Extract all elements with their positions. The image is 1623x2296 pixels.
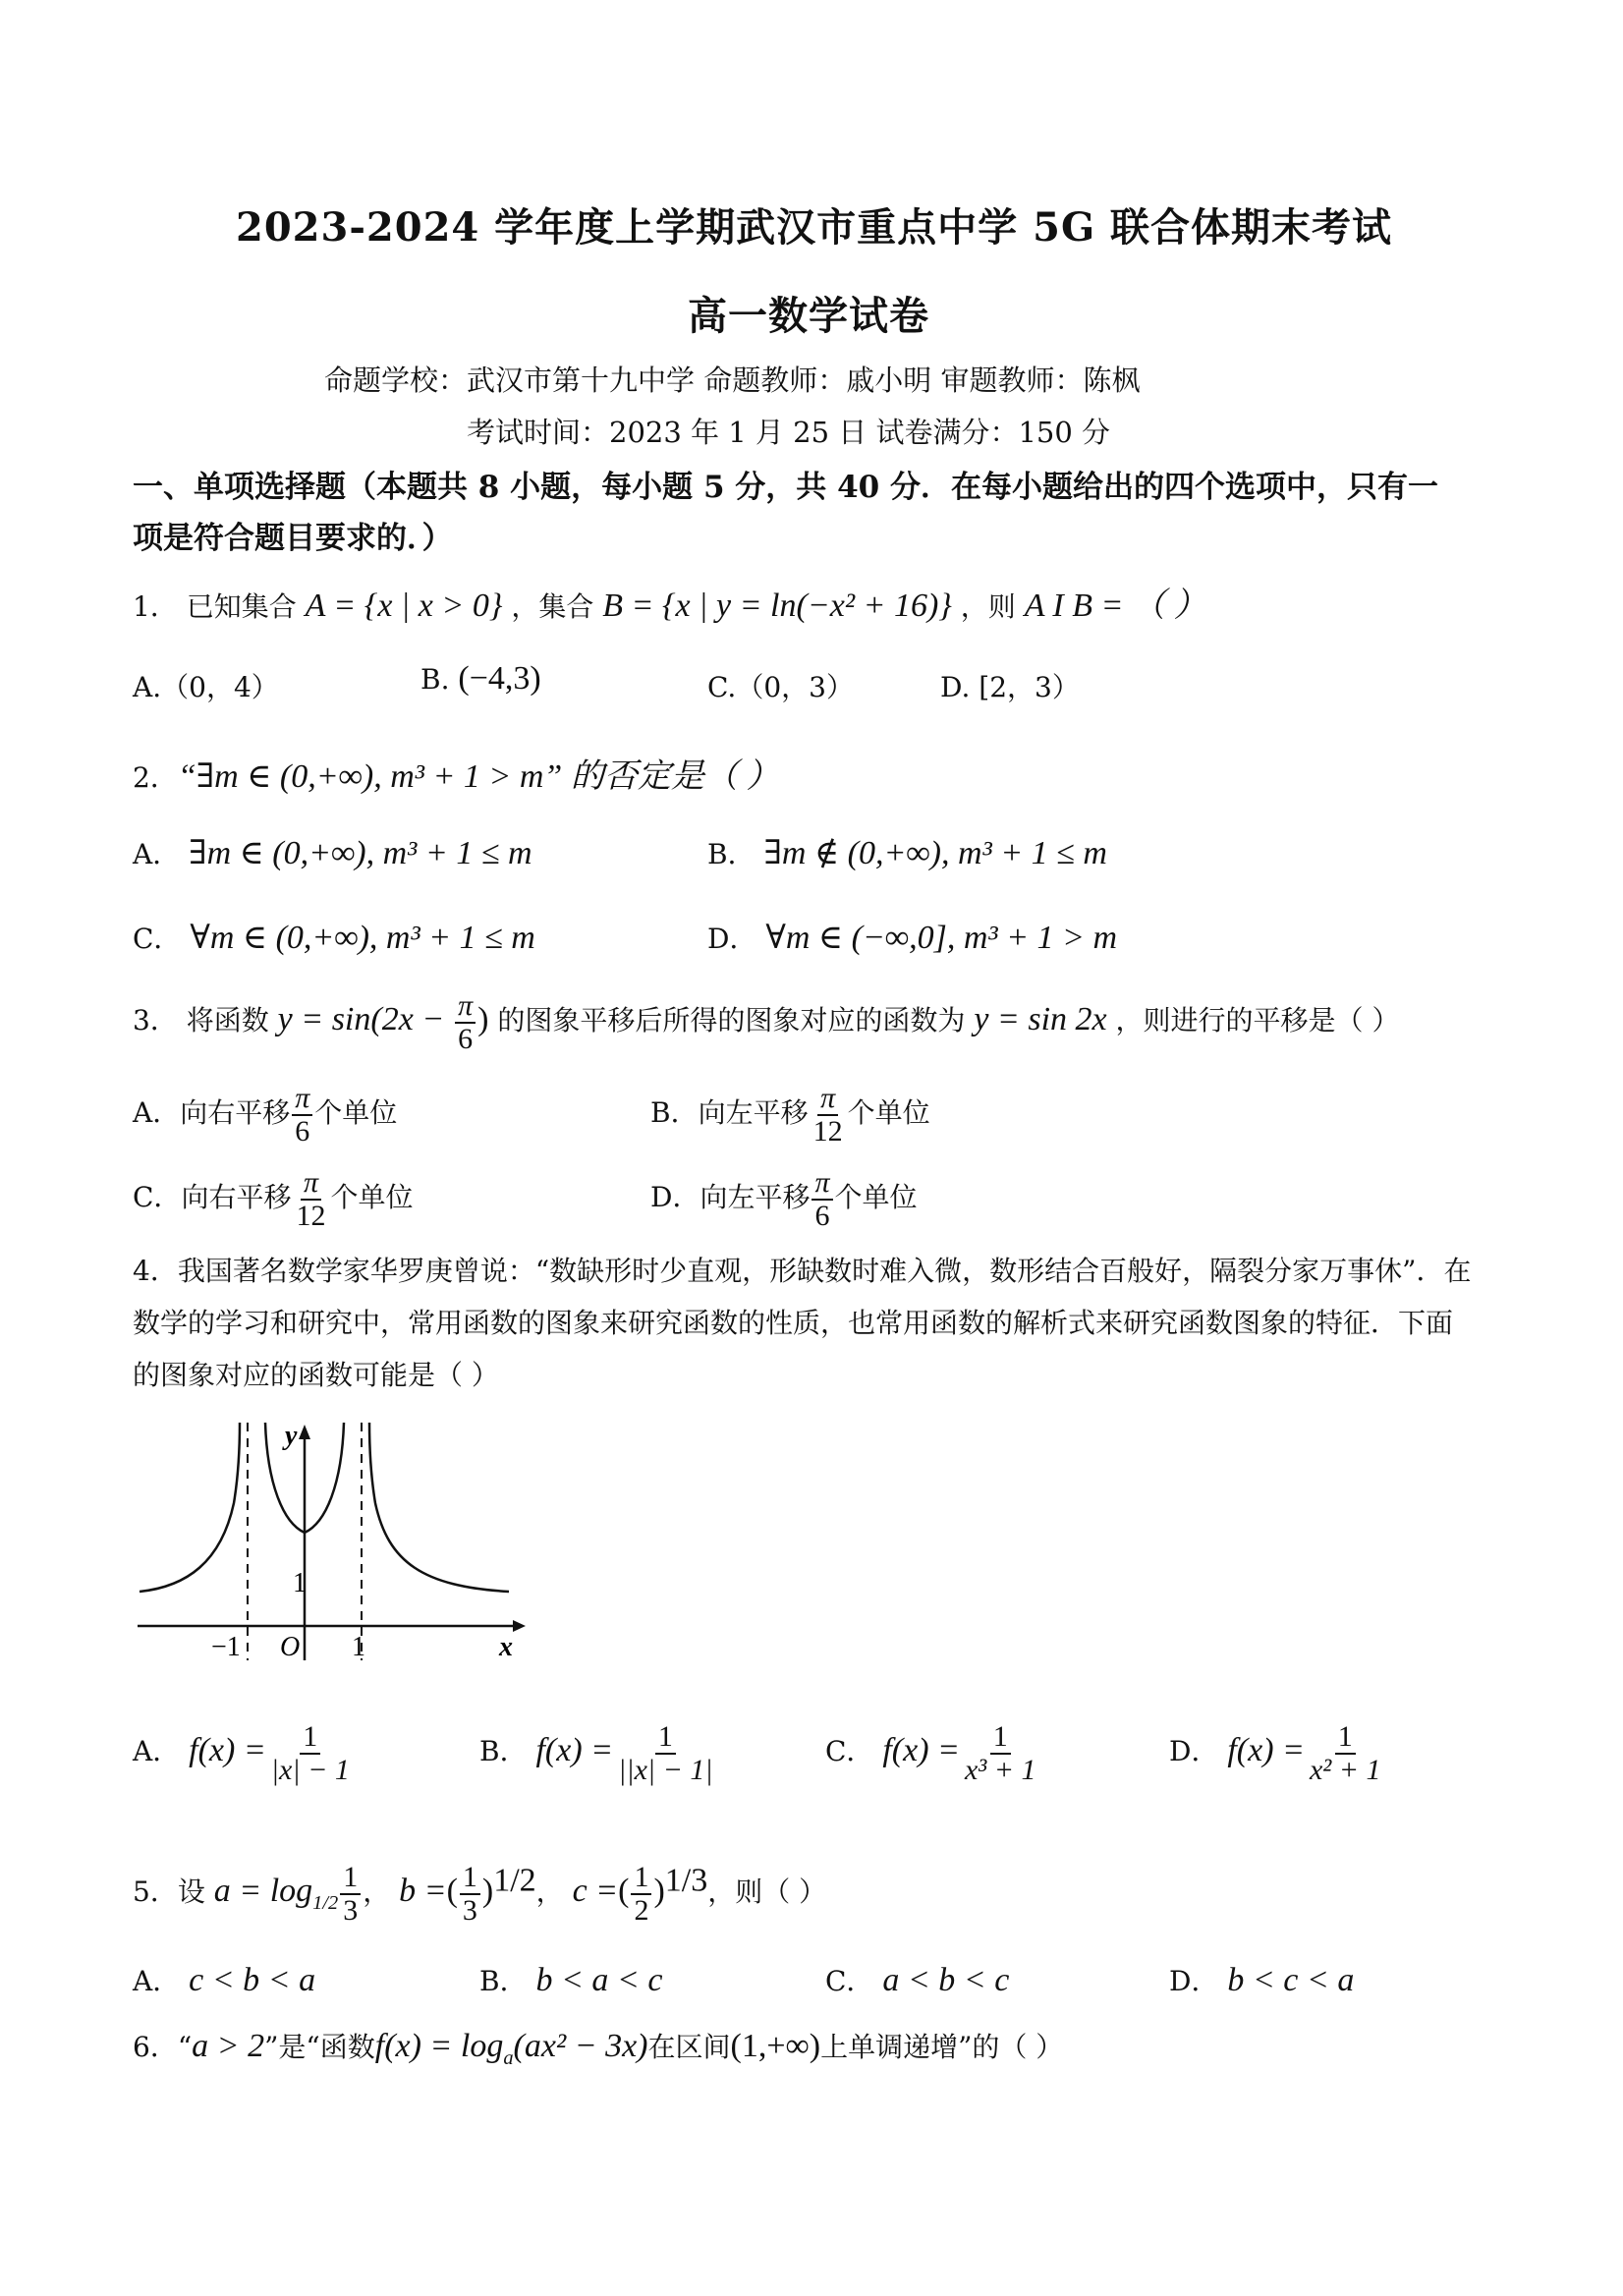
- origin-label: O: [280, 1632, 301, 1662]
- q5-option-d: D． b < c < a: [1169, 1962, 1355, 1998]
- question-text: ，则进行的平移是（ ）: [1115, 1004, 1400, 1036]
- question-4-line3: 的图象对应的函数可能是（ ）: [133, 1359, 499, 1391]
- question-text: ，则: [960, 590, 1016, 623]
- y-intercept-label: 1: [293, 1568, 307, 1598]
- q3-option-d: D．向左平移 $\frac{\pi}{6}$ 个单位: [650, 1166, 918, 1232]
- interval: (1,+∞): [730, 2028, 821, 2064]
- option-label: A．: [133, 838, 181, 870]
- curve-left-branch: [140, 1423, 240, 1592]
- tick-label-neg1: −1: [211, 1632, 241, 1662]
- q4-option-b: B． f(x) = $\frac{1}{||x| - 1|}$: [479, 1721, 718, 1785]
- fraction: $\frac{1}{||x| - 1|}$: [618, 1720, 713, 1786]
- question-5: 5．设 $a = \log_{1/2}$ $\frac{1}{3}$ ， b =( $\frac{1}{3}$ )$^{1/2}$， c =( $\frac{1}{2}$ )$^{1/3}$，则（ ）: [133, 1861, 827, 1927]
- q4-option-a: A． f(x) = $\frac{1}{|x| - 1}$: [133, 1721, 355, 1785]
- question-number: 3．: [133, 1004, 178, 1036]
- option-value: ∀m ∈ (0,+∞), m³ + 1 ≤ m: [190, 920, 535, 956]
- q5-option-c: C． a < b < c: [825, 1962, 1010, 1998]
- question-1: [133, 578, 1206, 626]
- option-value: （0，4）: [161, 671, 279, 703]
- fraction: $\frac{1}{2}$: [631, 1862, 651, 1926]
- question-text: 将函数: [186, 1004, 269, 1036]
- q1-option-c: [707, 666, 854, 705]
- fraction: $\frac{1}{\text{x³ + 1}}$: [964, 1720, 1036, 1786]
- c-exponent: 1/3: [664, 1862, 708, 1899]
- question-number: 2．: [133, 761, 178, 794]
- question-6: 6．“a > 2”是“函数$f(x) = \log_a(ax^2 - 3x)$在区间(1,+∞)上单调递增”的（ ）: [133, 2028, 1064, 2069]
- option-value: ∃m ∉ (0,+∞), m³ + 1 ≤ m: [763, 835, 1107, 871]
- q2-option-d: [707, 918, 1117, 957]
- q2-option-a: [133, 833, 532, 872]
- target-function: y = sin 2x: [974, 1001, 1107, 1037]
- q4-option-c: C． f(x) = $\frac{1}{\text{x³ + 1}}$: [825, 1721, 1041, 1785]
- q5-option-a: A． c < b < a: [133, 1962, 316, 1998]
- question-2: [133, 749, 779, 797]
- fraction: $\frac{\pi}{6}$: [455, 990, 476, 1054]
- b-definition: b =: [399, 1873, 447, 1909]
- set-b: B = {x | y = ln(−x² + 16)}: [602, 588, 952, 624]
- q4-option-d: D． f(x) = $\frac{1}{\text{x² + 1}}$: [1169, 1721, 1386, 1785]
- set-a: A = {x | x > 0}: [305, 588, 503, 624]
- option-value: ∀m ∈ (−∞,0], m³ + 1 > m: [765, 920, 1118, 956]
- y-axis-arrow: [299, 1425, 310, 1439]
- question-number: 6．: [133, 2031, 178, 2063]
- option-value: ∃m ∈ (0,+∞), m³ + 1 ≤ m: [189, 835, 532, 871]
- q1-option-a: [133, 666, 279, 705]
- x-axis-label: x: [499, 1632, 513, 1662]
- option-value: [2，3）: [979, 671, 1080, 703]
- condition: a > 2: [192, 2028, 265, 2064]
- fraction: $\frac{1}{|x| - 1}$: [270, 1720, 350, 1786]
- question-text: “∃m ∈ (0,+∞), m³ + 1 > m” 的否定是（ ）: [177, 758, 780, 795]
- option-label: D.: [940, 671, 971, 703]
- q1-option-b: [420, 660, 541, 698]
- curve-right-branch: [369, 1423, 509, 1592]
- option-value: （0，3）: [736, 671, 854, 703]
- q2-option-b: [707, 833, 1107, 872]
- question-text: 已知集合: [186, 590, 297, 623]
- q2-option-c: [133, 918, 535, 957]
- fraction: $\frac{1}{3}$: [340, 1862, 361, 1926]
- section-heading-line1: 一、单项选择题（本题共 8 小题，每小题 5 分，共 40 分．在每小题给出的四个选项中，只有一: [133, 470, 1439, 505]
- fraction: $\frac{\pi}{6}$: [292, 1083, 312, 1147]
- exam-title: 2023-2024 学年度上学期武汉市重点中学 5G 联合体期末考试: [236, 204, 1393, 251]
- intersection-expr: A I B = （ ）: [1024, 588, 1207, 624]
- question-3: 3． 将函数 y = sin(2x − $\frac{\pi}{6}$ ) 的图象平移后所得的图象对应的函数为 y = sin 2x ，则进行的平移是（ ）: [133, 989, 1400, 1055]
- b-exponent: 1/2: [493, 1862, 536, 1899]
- q3-option-b: B．向左平移 $\frac{\pi}{12}$ 个单位: [650, 1082, 930, 1148]
- c-definition: c =: [572, 1873, 619, 1909]
- q3-option-a: A．向右平移 $\frac{\pi}{6}$ 个单位: [133, 1082, 398, 1148]
- a-definition: $a = \log_{1/2}$: [213, 1873, 339, 1914]
- section-heading-line2: 项是符合题目要求的．）: [133, 521, 453, 556]
- q3-option-c: C．向右平移 $\frac{\pi}{12}$ 个单位: [133, 1166, 414, 1232]
- option-label: C．: [133, 923, 182, 955]
- fraction: $\frac{1}{3}$: [460, 1862, 480, 1926]
- fraction: $\frac{\pi}{6}$: [812, 1167, 832, 1231]
- fraction: $\frac{1}{\text{x² + 1}}$: [1309, 1720, 1381, 1786]
- log-function: $f(x) = \log_a(ax^2 - 3x)$: [374, 2028, 648, 2069]
- original-function: y = sin(2x −: [277, 1001, 445, 1037]
- option-label: D．: [707, 923, 757, 955]
- fraction: $\frac{\pi}{12}$: [296, 1166, 326, 1232]
- question-text: ，集合: [511, 590, 594, 623]
- fraction: $\frac{\pi}{12}$: [812, 1082, 843, 1148]
- option-label: B.: [420, 663, 450, 696]
- option-label: C.: [707, 671, 737, 703]
- exam-authors: 命题学校：武汉市第十九中学 命题教师：戚小明 审题教师：陈枫: [324, 364, 1141, 397]
- function-graph: [128, 1415, 540, 1670]
- question-4-line2: 数学的学习和研究中，常用函数的图象来研究函数的性质，也常用函数的解析式来研究函数图象的特征．下面: [133, 1307, 1454, 1339]
- exam-time-score: 考试时间：2023 年 1 月 25 日 试卷满分：150 分: [467, 416, 1111, 449]
- option-label: A.: [133, 671, 162, 703]
- exam-subtitle: 高一数学试卷: [688, 293, 929, 339]
- question-4-line1: 4．我国著名数学家华罗庚曾说：“数缺形时少直观，形缺数时难入微，数形结合百般好，隔裂分家万事休”．在: [133, 1255, 1472, 1287]
- option-label: B．: [707, 838, 756, 870]
- y-axis-label: y: [285, 1421, 298, 1451]
- question-number: 1．: [133, 590, 178, 623]
- tick-label-pos1: 1: [352, 1632, 365, 1662]
- option-value: (−4,3): [458, 660, 541, 697]
- q1-option-d: [940, 666, 1080, 705]
- q5-option-b: B． b < a < c: [479, 1962, 663, 1998]
- question-number: 5．: [133, 1876, 178, 1908]
- x-axis-arrow: [513, 1620, 526, 1632]
- question-text: 的图象平移后所得的图象对应的函数为: [497, 1004, 966, 1036]
